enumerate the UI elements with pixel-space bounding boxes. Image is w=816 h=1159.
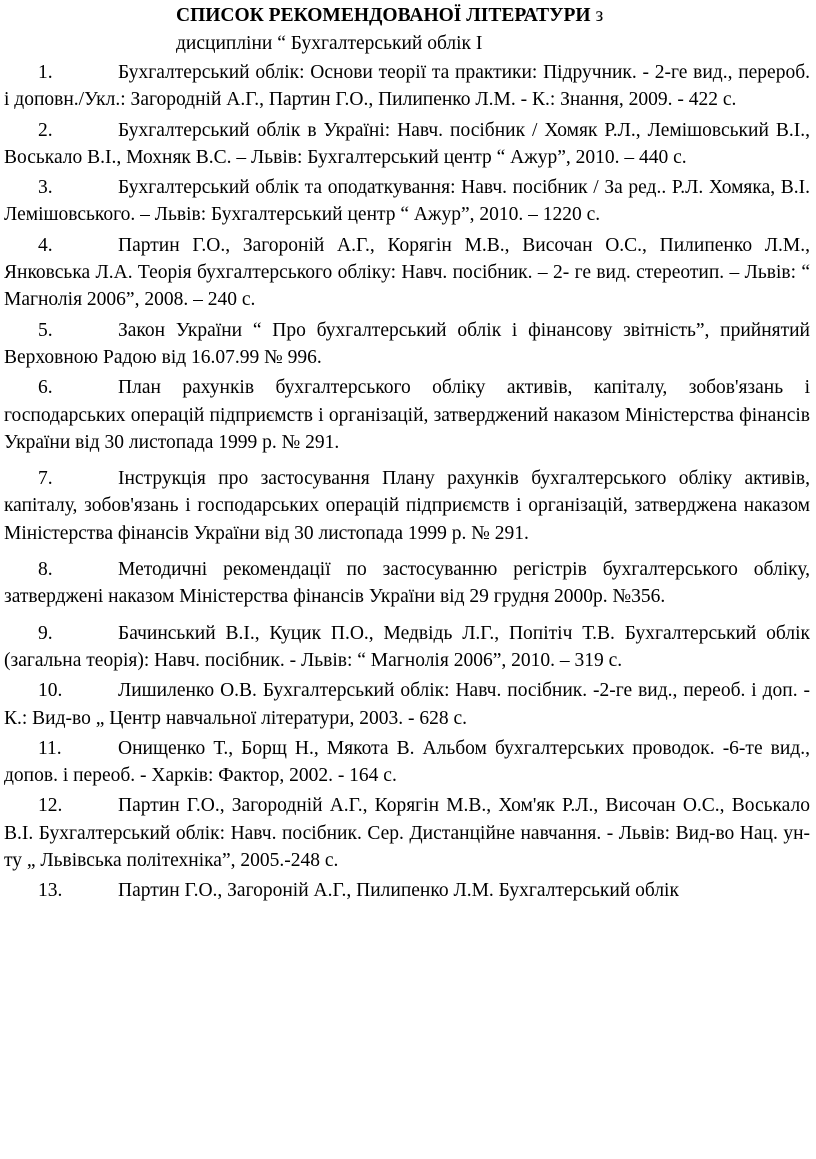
reference-number: 2.: [38, 119, 53, 141]
reference-item: [4, 232, 810, 314]
reference-text: Лишиленко О.В. Бухгалтерський облік: Навч. посібник. -2-ге вид., переоб. і доп. - К.: Вид-во „ Центр навчальної літератури, 2003. - 628 с.: [4, 680, 810, 729]
reference-number: 5.: [38, 319, 53, 341]
reference-number: 4.: [38, 234, 53, 256]
reference-item: [4, 59, 810, 114]
reference-text: Методичні рекомендації по застосуванню регістрів бухгалтерського обліку, затверджені наказом Міністерства фінансів України від 29 грудня 2000р. №356.: [4, 559, 810, 608]
reference-text: Онищенко Т., Борщ Н., Мякота В. Альбом бухгалтерських проводок. -6-те вид., допов. і переоб. - Харків: Фактор, 2002. - 164 с.: [4, 737, 810, 787]
reference-item: [4, 677, 810, 732]
reference-number: 6.: [38, 377, 53, 399]
reference-number: 10.: [38, 680, 63, 702]
reference-item: [4, 174, 810, 229]
page-subtitle: дисципліни “ Бухгалтерський облік І: [176, 33, 483, 54]
title-suffix: з: [590, 5, 604, 26]
page-title: [176, 3, 603, 29]
reference-item: [4, 117, 810, 172]
reference-number: 7.: [38, 468, 53, 490]
reference-text: Партин Г.О., Загороній А.Г., Корягін М.В., Височан О.С., Пилипенко Л.М., Янковська Л.А. Теорія бухгалтерського обліку: Навч. посібник. – 2- ге вид. стереотип. – Львів: “ Магнолія 2006”, 2008. – 240 с.: [4, 234, 810, 311]
reference-item: [4, 465, 810, 547]
reference-text: Партин Г.О., Загороній А.Г., Пилипенко Л.М. Бухгалтерський облік: [118, 880, 679, 902]
reference-number: 3.: [38, 177, 53, 199]
reference-text: Закон України “ Про бухгалтерський облік і фінансову звітність”, прийнятий Верховною Радою від 16.07.99 № 996.: [4, 319, 810, 368]
reference-text: Інструкція про застосування Плану рахунків бухгалтерського обліку активів, капіталу, зобов'язань і господарських операцій підприємств і організацій, затверджена наказом Міністерства фінансів України від 30 листопада 1999 р. № 291.: [4, 468, 810, 544]
reference-text: План рахунків бухгалтерського обліку активів, капіталу, зобов'язань і господарських операцій підприємств і організацій, затверджений наказом Міністерства фінансів України від 30 листопада 1999 р. № 291.: [4, 377, 810, 453]
reference-item: [4, 556, 810, 611]
reference-list: [4, 59, 810, 905]
reference-item: [4, 877, 810, 904]
reference-text: Бухгалтерський облік: Основи теорії та практики: Підручник. - 2-ге вид., перероб. і доповн./Укл.: Загородній А.Г., Партин Г.О., Пилипенко Л.М. - К.: Знання, 2009. - 422 с.: [4, 62, 810, 111]
reference-number: 9.: [38, 622, 53, 644]
reference-number: 12.: [38, 795, 63, 817]
reference-number: 1.: [38, 62, 53, 83]
reference-text: Бачинський В.І., Куцик П.О., Медвідь Л.Г., Попітіч Т.В. Бухгалтерський облік (загальна теорія): Навч. посібник. - Львів: “ Магнолія 2006”, 2010. – 319 с.: [4, 622, 810, 671]
reference-number: 8.: [38, 559, 53, 581]
reference-text: Бухгалтерський облік та оподаткування: Навч. посібник / За ред.. Р.Л. Хомяка, В.І. Лемішовського. – Львів: Бухгалтерський центр “ Ажур”, 2010. – 1220 с.: [4, 177, 810, 226]
reference-item: [4, 374, 810, 456]
reference-item: [4, 735, 810, 790]
title-bold: СПИСОК РЕКОМЕНДОВАНОЇ ЛІТЕРАТУРИ: [176, 5, 591, 26]
reference-text: Бухгалтерський облік в Україні: Навч. посібник / Хомяк Р.Л., Лемішовський В.І., Воськало В.І., Мохняк В.С. – Львів: Бухгалтерський центр “ Ажур”, 2010. – 440 с.: [4, 119, 810, 168]
reference-number: 13.: [38, 880, 63, 902]
reference-number: 11.: [38, 737, 62, 759]
reference-text: Партин Г.О., Загородній А.Г., Корягін М.В., Хом'як Р.Л., Височан О.С., Воськало В.І. Бухгалтерський облік: Навч. посібник. Сер. Дистанційне навчання. - Львів: Вид-во Нац. ун-ту „ Львівська політехніка”, 2005.-248 с.: [4, 795, 810, 872]
reference-item: [4, 317, 810, 372]
reference-item: [4, 792, 810, 874]
reference-item: [4, 620, 810, 675]
